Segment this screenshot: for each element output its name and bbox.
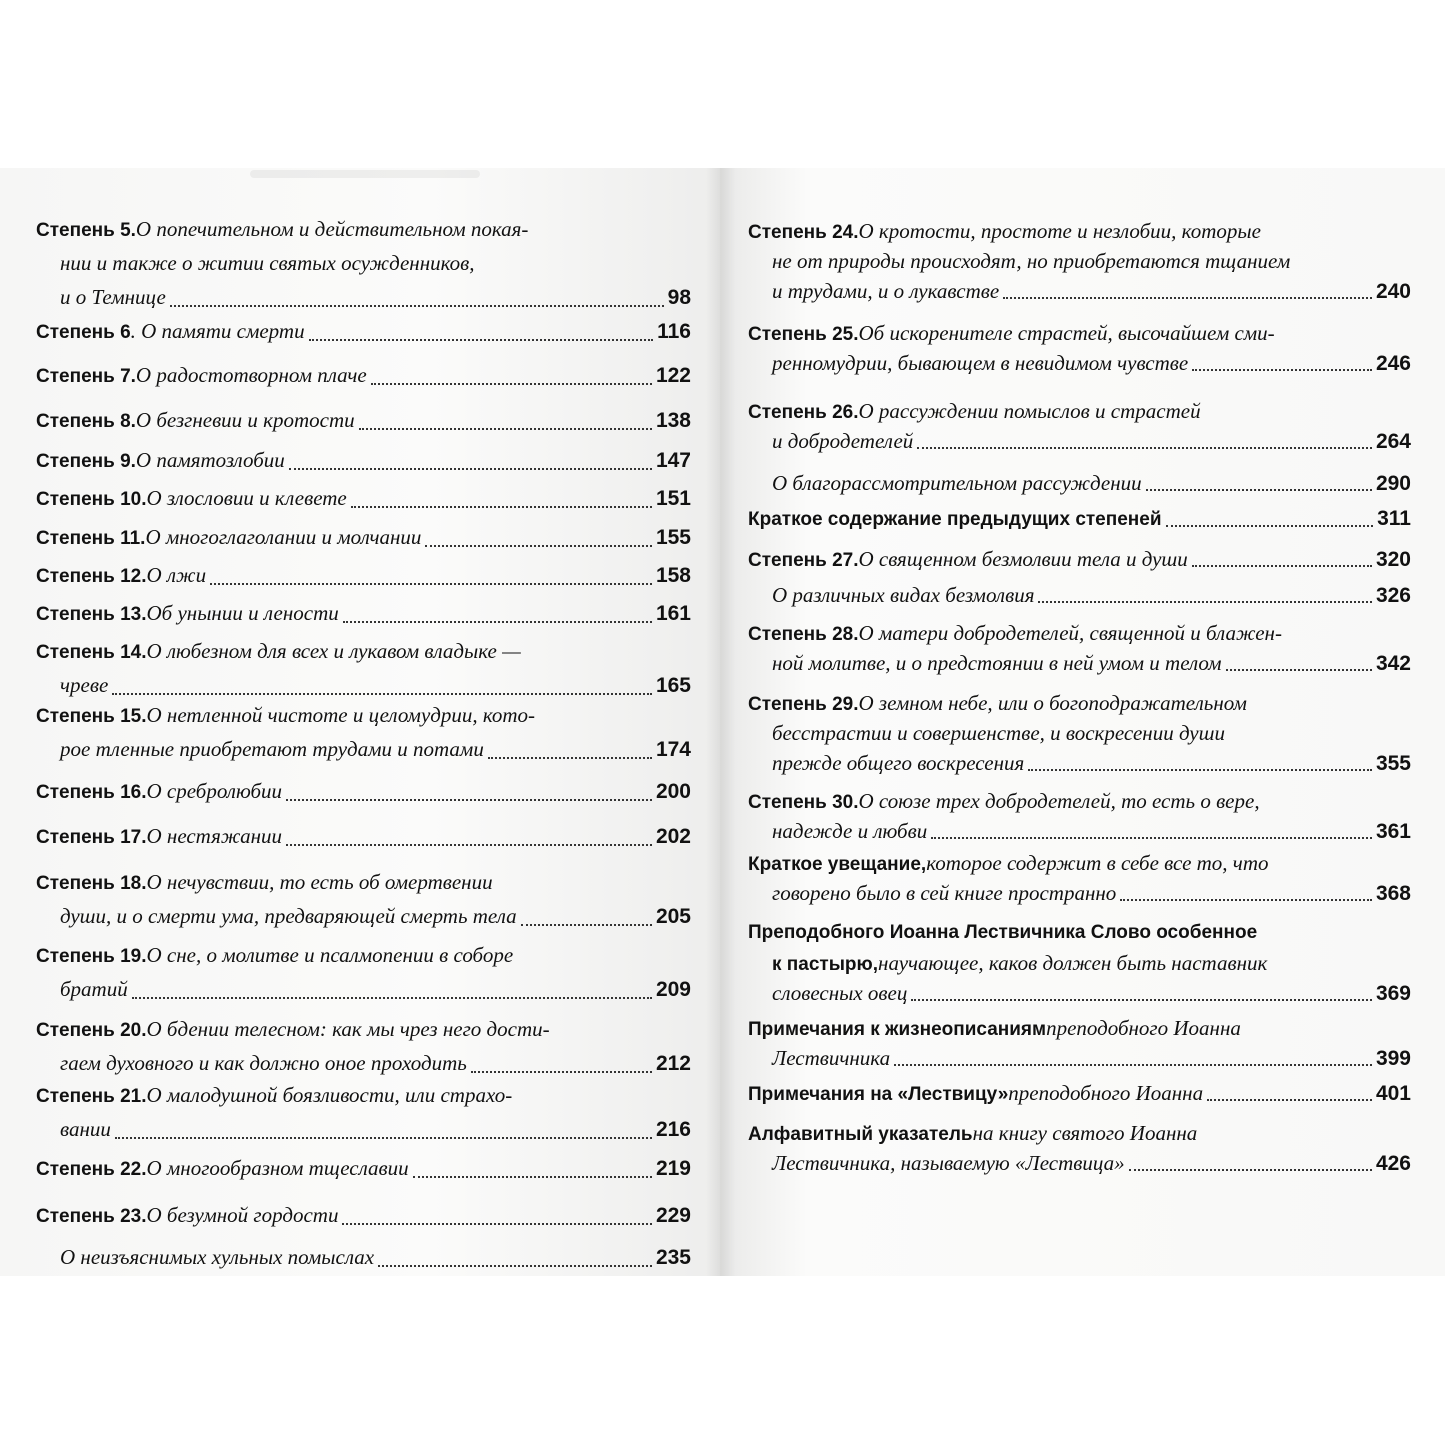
toc-entry: [36, 520, 691, 554]
toc-heading: Степень 6: [36, 322, 131, 343]
dot-leader: [1003, 297, 1372, 299]
dot-leader: [1146, 489, 1372, 491]
toc-line: [36, 1151, 691, 1185]
toc-entry: [36, 634, 691, 702]
toc-entry: [36, 1198, 691, 1232]
toc-line: [36, 520, 691, 554]
toc-entry: [748, 468, 1411, 498]
page-number: 158: [655, 564, 691, 587]
page-number: 202: [655, 825, 691, 848]
toc-heading: Степень 25.: [748, 324, 859, 345]
toc-line: [748, 246, 1411, 276]
toc-line: [36, 819, 691, 853]
toc-heading: Примечания к жизнеописаниям: [748, 1019, 1047, 1040]
dot-leader: [286, 844, 652, 846]
toc-heading: Степень 29.: [748, 694, 859, 715]
page-number: 161: [655, 602, 691, 625]
toc-line: [36, 358, 691, 392]
toc-title: О благорассмотрительном рассуждении: [772, 471, 1142, 495]
toc-title: О безгневии и кротости: [135, 408, 355, 432]
page-number: 151: [655, 487, 691, 510]
dot-leader: [112, 693, 652, 695]
toc-heading: Степень 28.: [748, 624, 859, 645]
dot-leader: [917, 447, 1372, 449]
page-number: 326: [1375, 584, 1411, 607]
toc-entry: [36, 212, 691, 314]
toc-entry: [36, 443, 691, 477]
toc-line: [748, 216, 1411, 246]
toc-heading: Степень 21.: [36, 1086, 147, 1107]
page-number: 174: [655, 738, 691, 761]
toc-title: О малодушной боязливости, или страхо-: [146, 1083, 513, 1107]
toc-line: [36, 1240, 691, 1274]
toc-line: [36, 1078, 691, 1112]
page-number: 235: [655, 1246, 691, 1269]
dot-leader: [289, 468, 652, 470]
toc-title: О нечувствии, то есть об омертвении: [146, 870, 493, 894]
toc-heading: Степень 13.: [36, 604, 147, 625]
toc-line: [36, 634, 691, 668]
toc-title: О нестяжании: [146, 824, 283, 848]
toc-line: [36, 1046, 691, 1080]
toc-title: О безумной гордости: [146, 1203, 339, 1227]
page-number: 401: [1375, 1082, 1411, 1105]
toc-heading: Степень 12.: [36, 566, 147, 587]
toc-title: О любезном для всех и лукавом владыке —: [146, 639, 521, 663]
toc-line: [748, 1148, 1411, 1178]
toc-line: [36, 280, 691, 314]
toc-title: надежде и любви: [772, 819, 928, 843]
toc-line: [36, 732, 691, 766]
toc-title: . О памяти смерти: [130, 319, 305, 343]
toc-heading: Степень 24.: [748, 222, 859, 243]
toc-entry: [36, 1151, 691, 1185]
dot-leader: [1166, 525, 1374, 527]
toc-line: [748, 580, 1411, 610]
toc-entry: [36, 938, 691, 1006]
toc-title: и добродетелей: [772, 429, 914, 453]
toc-title: О многоглаголании и молчании: [145, 525, 422, 549]
dot-leader: [425, 545, 652, 547]
toc-line: [748, 1013, 1411, 1043]
toc-entry: [36, 698, 691, 766]
toc-title: прежде общего воскресения: [772, 751, 1025, 775]
toc-entry: [748, 848, 1411, 908]
dot-leader: [351, 506, 652, 508]
dot-leader: [1207, 1099, 1372, 1101]
toc-line: [748, 718, 1411, 748]
toc-heading: Преподобного Иоанна Лествичника Слово особенное: [748, 922, 1258, 943]
toc-heading: Степень 10.: [36, 489, 147, 510]
toc-entry: [36, 481, 691, 515]
toc-title: и о Темнице: [60, 285, 166, 309]
toc-entry: [36, 1078, 691, 1146]
page-number: 219: [655, 1157, 691, 1180]
toc-entry: [748, 1078, 1411, 1108]
toc-title: гаем духовного и как должно оное проходить: [60, 1051, 467, 1075]
toc-title: ной молитве, и о предстоянии в ней умом и телом: [772, 651, 1222, 675]
toc-title: словесных овец: [772, 981, 908, 1005]
toc-title: вании: [60, 1117, 111, 1141]
dot-leader: [1226, 669, 1372, 671]
toc-title: О многообразном тщеславии: [146, 1156, 409, 1180]
dot-leader: [521, 924, 652, 926]
page-number: 426: [1375, 1152, 1411, 1175]
page-number: 212: [655, 1052, 691, 1075]
toc-line: [36, 443, 691, 477]
toc-line: [748, 978, 1411, 1008]
toc-title: О кротости, простоте и незлобии, которые: [858, 219, 1261, 243]
book-spread: [0, 168, 1445, 1276]
page-number: 138: [655, 409, 691, 432]
toc-entry: [748, 1118, 1411, 1178]
toc-title: О неизъяснимых хульных помыслах: [60, 1245, 375, 1269]
toc-entry: [36, 774, 691, 808]
toc-title: О нетленной чистоте и целомудрии, кото-: [146, 703, 536, 727]
page-number: 355: [1375, 752, 1411, 775]
toc-title: Лествичника, называемую «Лествица»: [772, 1151, 1125, 1175]
page-number: 369: [1375, 982, 1411, 1005]
toc-entry: [36, 558, 691, 592]
page-number: 200: [655, 780, 691, 803]
dot-leader: [132, 997, 652, 999]
toc-line: [36, 774, 691, 808]
toc-title: преподобного Иоанна: [1008, 1081, 1204, 1105]
toc-heading: Степень 18.: [36, 873, 147, 894]
toc-line: [748, 468, 1411, 498]
page-number: 216: [655, 1118, 691, 1141]
toc-line: [748, 688, 1411, 718]
toc-heading: Краткое содержание предыдущих степеней: [748, 509, 1162, 530]
toc-line: [748, 1043, 1411, 1073]
page-number: 205: [655, 905, 691, 928]
toc-heading: Степень 11.: [36, 528, 146, 549]
toc-line: [36, 246, 691, 280]
toc-line: [748, 396, 1411, 426]
page-number: 229: [655, 1204, 691, 1227]
page-number: 246: [1375, 352, 1411, 375]
toc-title: ренномудрии, бывающем в невидимом чувстве: [772, 351, 1189, 375]
page-number: 147: [655, 449, 691, 472]
toc-title: О сне, о молитве и псалмопении в соборе: [146, 943, 514, 967]
toc-heading: Краткое увещание,: [748, 854, 927, 875]
toc-line: [748, 426, 1411, 456]
toc-line: [36, 558, 691, 592]
toc-title: братий: [60, 977, 128, 1001]
toc-title: Об унынии и лености: [146, 601, 339, 625]
toc-line: [748, 318, 1411, 348]
toc-heading: Степень 7.: [36, 366, 136, 387]
toc-heading: Степень 22.: [36, 1159, 147, 1180]
toc-entry: [748, 618, 1411, 678]
toc-line: [748, 848, 1411, 878]
toc-title: О радостотворном плаче: [135, 363, 367, 387]
toc-title: О сребролюбии: [146, 779, 283, 803]
toc-heading: Степень 19.: [36, 946, 147, 967]
toc-title: которое содержит в себе все то, что: [926, 851, 1269, 875]
toc-entry: [36, 865, 691, 933]
toc-line: [748, 276, 1411, 306]
dot-leader: [911, 999, 1372, 1001]
toc-entry: [748, 318, 1411, 378]
toc-line: [748, 348, 1411, 378]
toc-line: [748, 618, 1411, 648]
toc-line: [748, 748, 1411, 778]
toc-line: [748, 786, 1411, 816]
toc-line: [36, 596, 691, 630]
bleed-through-header: [250, 170, 480, 178]
toc-heading: Степень 27.: [748, 550, 859, 571]
toc-heading: Степень 20.: [36, 1020, 147, 1041]
toc-line: [748, 1118, 1411, 1148]
toc-title: и трудами, и о лукавстве: [772, 279, 1000, 303]
toc-entry: [748, 786, 1411, 846]
dot-leader: [170, 305, 664, 307]
toc-title: души, и о смерти ума, предваряющей смерть тела: [60, 904, 517, 928]
toc-title: О рассуждении помыслов и страстей: [858, 399, 1201, 423]
toc-entry: [36, 596, 691, 630]
toc-entry: [748, 580, 1411, 610]
dot-leader: [488, 757, 652, 759]
dot-leader: [471, 1071, 652, 1073]
page-number: 311: [1377, 507, 1411, 530]
toc-entry: [748, 396, 1411, 456]
page-number: 98: [667, 286, 691, 309]
toc-line: [36, 899, 691, 933]
page-number: 320: [1375, 548, 1411, 571]
toc-line: [36, 1012, 691, 1046]
toc-heading: Степень 8.: [36, 411, 136, 432]
toc-heading: Степень 30.: [748, 792, 859, 813]
toc-title: О союзе трех добродетелей, то есть о вере,: [858, 789, 1260, 813]
left-page: [0, 168, 720, 1276]
toc-entry: [36, 403, 691, 437]
toc-title: О лжи: [146, 563, 207, 587]
toc-heading: Степень 15.: [36, 706, 147, 727]
toc-heading: к пастырю,: [772, 954, 879, 975]
toc-line: [748, 948, 1411, 978]
toc-title: Об искоренителе страстей, высочайшем сми-: [858, 321, 1275, 345]
toc-heading: Степень 16.: [36, 782, 147, 803]
toc-line: [748, 816, 1411, 846]
dot-leader: [1192, 565, 1372, 567]
toc-line: [36, 938, 691, 972]
page-number: 264: [1375, 430, 1411, 453]
dot-leader: [1038, 601, 1371, 603]
toc-title: О земном небе, или о богоподражательном: [858, 691, 1247, 715]
toc-entry: [36, 1240, 691, 1274]
toc-heading: Примечания на «Лествицу»: [748, 1084, 1009, 1105]
toc-line: [36, 668, 691, 702]
toc-line: [748, 648, 1411, 678]
dot-leader: [359, 428, 652, 430]
page-number: 290: [1375, 472, 1411, 495]
toc-heading: Степень 23.: [36, 1206, 147, 1227]
toc-title: О матери добродетелей, священной и блажен-: [858, 621, 1282, 645]
toc-entry: [748, 216, 1411, 306]
toc-heading: Степень 5.: [36, 220, 136, 241]
toc-line: [36, 212, 691, 246]
dot-leader: [210, 583, 652, 585]
toc-heading: Степень 14.: [36, 642, 147, 663]
toc-entry: [748, 1013, 1411, 1073]
toc-title: О злословии и клевете: [146, 486, 347, 510]
toc-line: [36, 865, 691, 899]
toc-line: [36, 972, 691, 1006]
page-number: 209: [655, 978, 691, 1001]
toc-title: нии и также о житии святых осужденников,: [60, 251, 475, 275]
toc-title: преподобного Иоанна: [1046, 1016, 1241, 1040]
toc-line: [36, 1112, 691, 1146]
toc-entry: [748, 688, 1411, 778]
toc-entry: [748, 504, 1411, 534]
dot-leader: [931, 837, 1372, 839]
page-number: 342: [1375, 652, 1411, 675]
toc-title: рое тленные приобретают трудами и потами: [60, 737, 484, 761]
dot-leader: [1120, 899, 1372, 901]
toc-entry: [36, 358, 691, 392]
dot-leader: [413, 1176, 652, 1178]
toc-line: [748, 918, 1411, 948]
toc-heading: Степень 9.: [36, 451, 136, 472]
dot-leader: [378, 1265, 652, 1267]
toc-heading: Степень 26.: [748, 402, 859, 423]
dot-leader: [286, 799, 652, 801]
toc-title: О различных видах безмолвия: [772, 583, 1035, 607]
toc-line: [748, 878, 1411, 908]
toc-entry: [748, 918, 1411, 1008]
toc-heading: Степень 17.: [36, 827, 147, 848]
toc-title: научающее, каков должен быть наставник: [878, 951, 1268, 975]
toc-line: [36, 314, 691, 348]
page-number: 116: [657, 320, 691, 343]
dot-leader: [309, 339, 654, 341]
toc-title: О священном безмолвии тела и души: [858, 547, 1188, 571]
page-number: 240: [1375, 280, 1411, 303]
dot-leader: [343, 621, 652, 623]
toc-title: бесстрастии и совершенстве, и воскресении души: [772, 721, 1225, 745]
page-number: 361: [1375, 820, 1411, 843]
dot-leader: [894, 1064, 1372, 1066]
toc-line: [748, 1078, 1411, 1108]
dot-leader: [115, 1137, 652, 1139]
toc-title: чреве: [60, 673, 109, 697]
toc-line: [36, 403, 691, 437]
toc-line: [748, 504, 1411, 534]
toc-title: О памятозлобии: [135, 448, 285, 472]
toc-entry: [36, 1012, 691, 1080]
dot-leader: [1028, 769, 1372, 771]
toc-title: не от природы происходят, но приобретаются тщанием: [772, 249, 1291, 273]
page-number: 155: [655, 526, 691, 549]
page-number: 368: [1375, 882, 1411, 905]
toc-title: О попечительном и действительном покая-: [135, 217, 529, 241]
toc-line: [36, 698, 691, 732]
dot-leader: [1192, 369, 1372, 371]
toc-line: [36, 481, 691, 515]
toc-line: [748, 544, 1411, 574]
dot-leader: [1129, 1169, 1372, 1171]
toc-entry: [36, 819, 691, 853]
dot-leader: [342, 1223, 652, 1225]
dot-leader: [371, 383, 652, 385]
right-page: [720, 168, 1445, 1276]
toc-title: О бдении телесном: как мы чрез него дости-: [146, 1017, 550, 1041]
toc-entry: [748, 544, 1411, 574]
page-number: 165: [655, 674, 691, 697]
toc-title: на книгу святого Иоанна: [972, 1121, 1198, 1145]
book-gutter: [706, 168, 736, 1276]
page-number: 399: [1375, 1047, 1411, 1070]
toc-heading: Алфавитный указатель: [748, 1124, 973, 1145]
toc-line: [36, 1198, 691, 1232]
toc-entry: [36, 314, 691, 348]
toc-title: говорено было в сей книге пространно: [772, 881, 1117, 905]
toc-title: Лествичника: [772, 1046, 891, 1070]
page-number: 122: [655, 364, 691, 387]
